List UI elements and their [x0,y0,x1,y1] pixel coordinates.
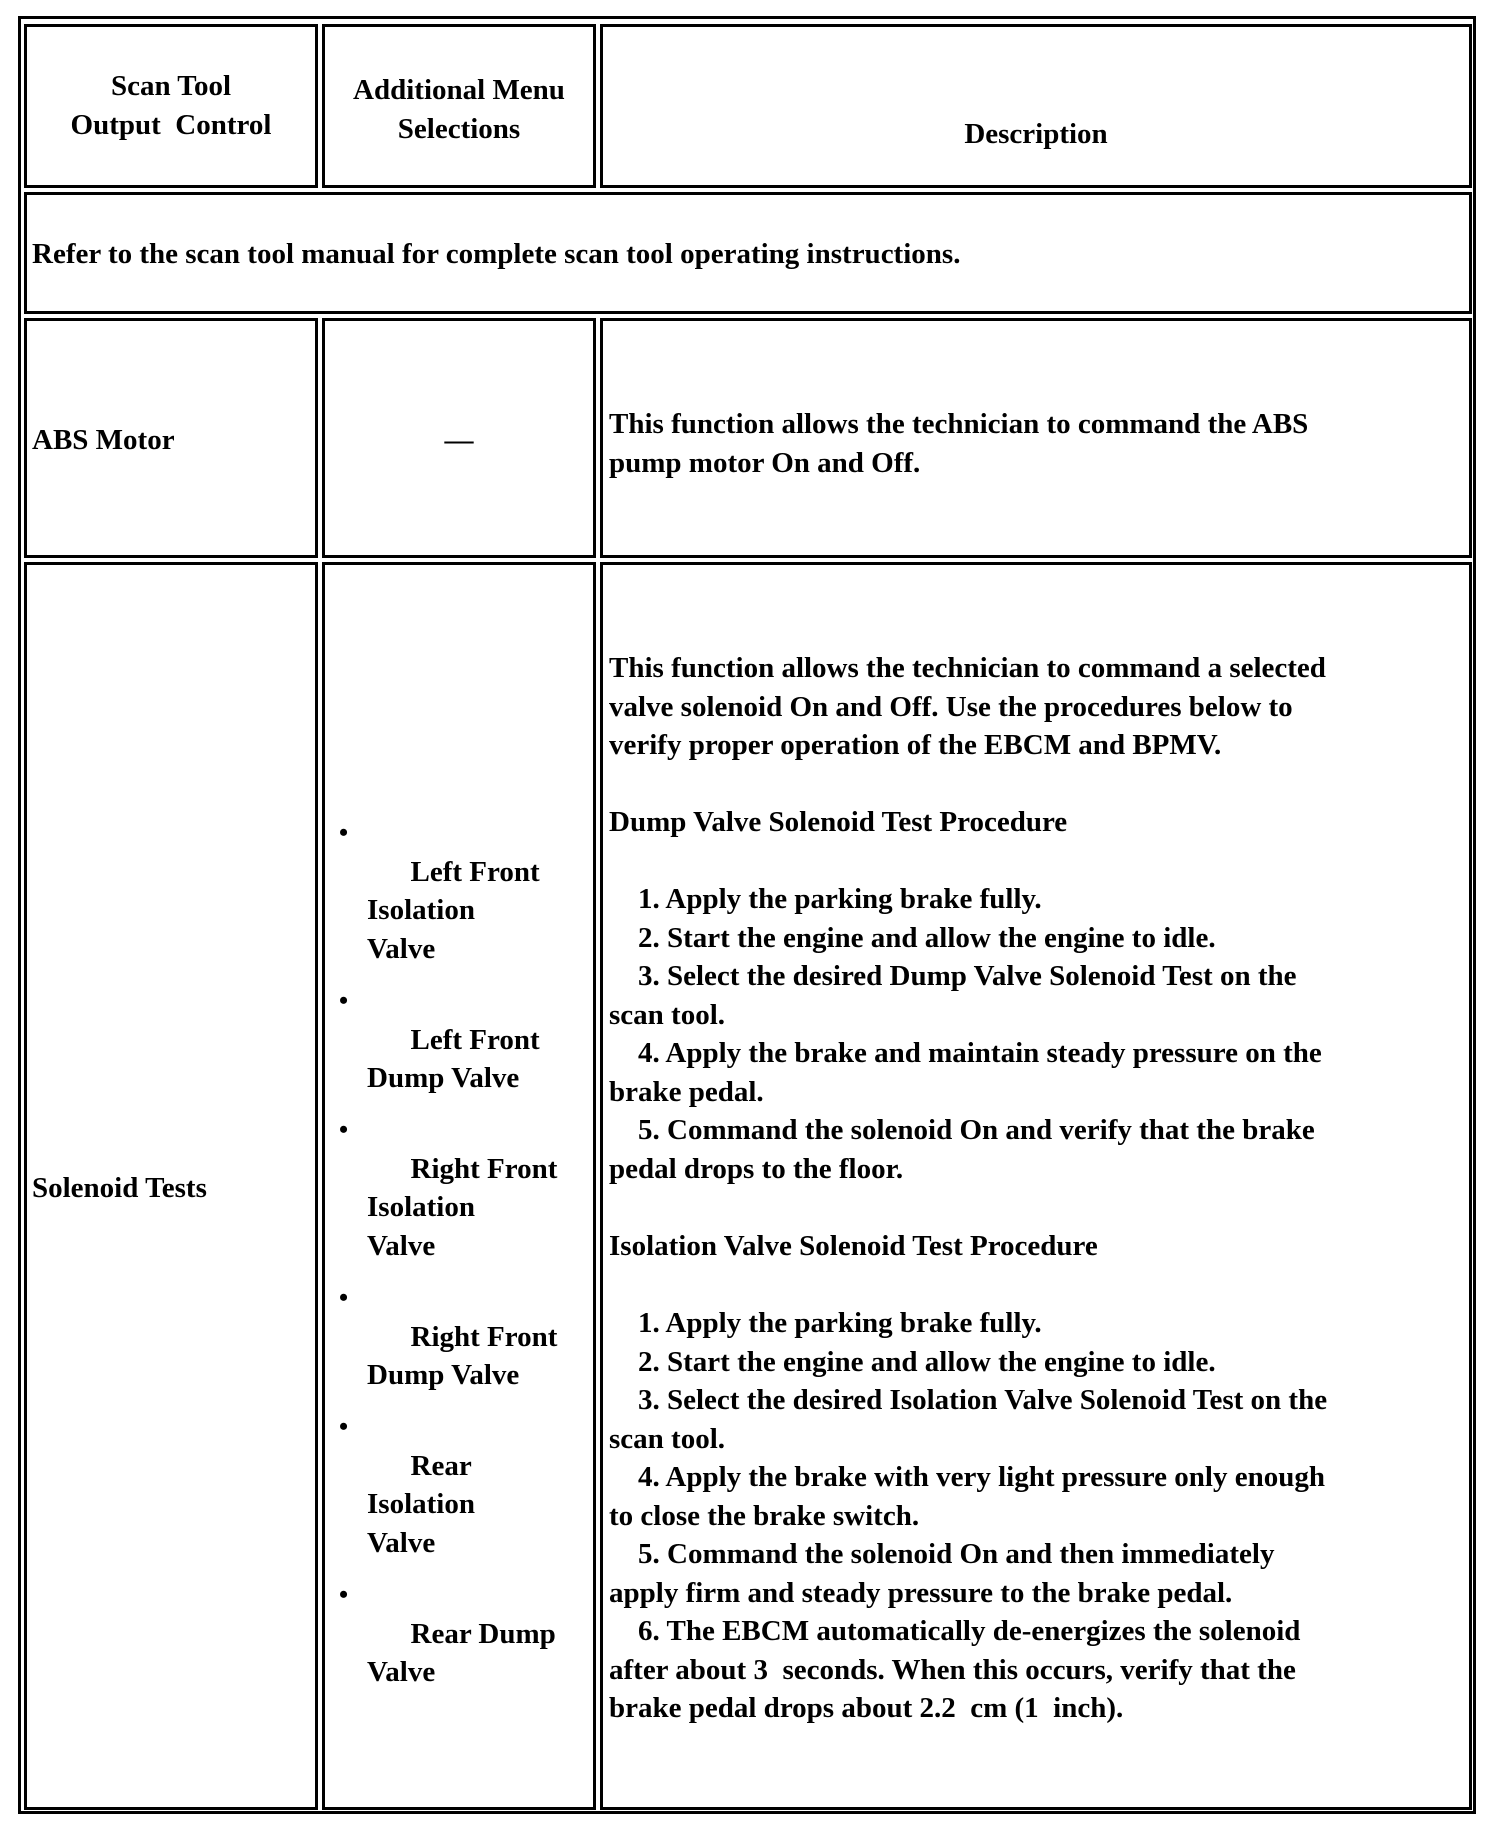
header-cell-description [600,24,1472,188]
note-text: Refer to the scan tool manual for complete scan tool operating instructions. [32,238,961,270]
abs-motor-label: ABS Motor [32,424,175,456]
note-cell [24,192,1472,314]
bullet-icon: • [339,818,349,847]
menu-item-left-front-isolation [339,814,567,1007]
header-cell-output-control [24,24,318,188]
menu-item-rear-isolation [339,1408,567,1601]
dump-procedure-title: Dump Valve Solenoid Test Procedure [609,806,1068,838]
menu-item-rear-dump [339,1576,567,1730]
bullet-icon: • [339,1412,349,1441]
menu-item-label: Right Front Dump Valve [367,1320,558,1391]
abs-motor-menu-cell [322,318,596,558]
menu-item-label: Left Front Isolation Valve [367,855,540,965]
header-output-control: Scan Tool Output Control [70,70,272,141]
solenoid-description-cell [600,562,1472,1810]
solenoid-tests-control-cell [24,562,318,1810]
solenoid-intro: This function allows the technician to command a selected valve solenoid On and Off. Use the procedures below to verify proper operation of the EBCM and BPMV. [609,652,1326,761]
header-menu-selections: Additional Menu Selections [353,74,565,145]
menu-item-label: Right Front Isolation Valve [367,1152,558,1262]
menu-item-right-front-isolation [339,1111,567,1304]
abs-motor-description: This function allows the technician to command the ABS pump motor On and Off. [609,408,1309,479]
dump-procedure-steps: 1. Apply the parking brake fully. 2. Start the engine and allow the engine to idle. 3. Select the desired Dump Valve Solenoid Test on the scan tool. 4. Apply the brake and maintain steady pressure on the brake pedal. 5. Command the solenoid On and verify that the brake pedal drops to the floor. [609,883,1322,1185]
bullet-icon: • [339,986,349,1015]
header-description: Description [964,118,1108,150]
menu-item-label: Rear Isolation Valve [367,1449,475,1559]
solenoid-tests-label: Solenoid Tests [32,1172,207,1204]
abs-motor-description-cell [600,318,1472,558]
abs-motor-control-cell [24,318,318,558]
isolation-procedure-title: Isolation Valve Solenoid Test Procedure [609,1230,1098,1262]
bullet-icon: • [339,1580,349,1609]
isolation-procedure-steps: 1. Apply the parking brake fully. 2. Start the engine and allow the engine to idle. 3. Select the desired Isolation Valve Solenoid Test on the scan tool. 4. Apply the brake with very light pressure only enough to close the brake switch. 5. Command the solenoid On and then immediately apply firm and steady pressure to the brake pedal. 6. The EBCM automatically de-energizes the solenoid after about 3 seconds. When this occurs, verify that the brake pedal drops about 2.2 cm (1 inch). [609,1307,1328,1724]
header-cell-menu-selections [322,24,596,188]
bullet-icon: • [339,1283,349,1312]
menu-item-label: Left Front Dump Valve [367,1023,540,1094]
bullet-icon: • [339,1115,349,1144]
solenoid-menu-cell [322,562,596,1810]
abs-motor-dash: — [444,424,474,456]
menu-item-label: Rear Dump Valve [367,1617,556,1688]
